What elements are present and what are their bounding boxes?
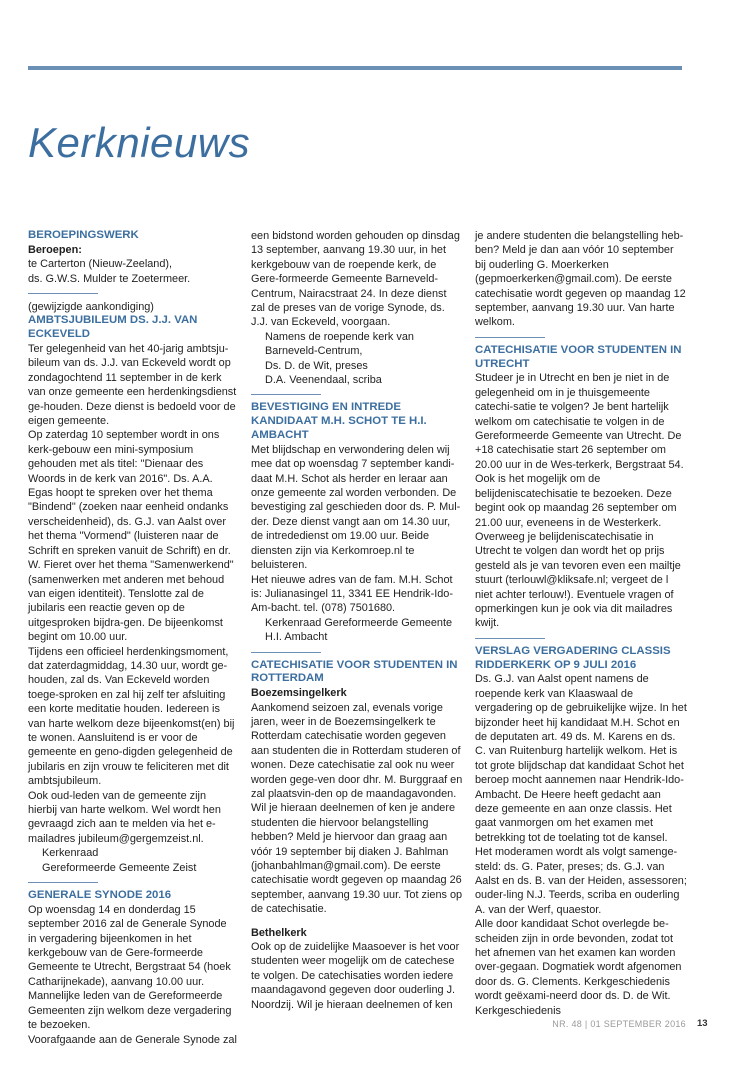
paragraph: Ook op de zuidelijke Maasoever is het voor studenten weer mogelijk om de catechese te volgen. De catechisaties worden iedere maandagavond gegeven door ouderling J. Noordzij. Wil je hieraan deelnemen of ken: [251, 941, 460, 1011]
divider: [28, 882, 98, 883]
column-1: [28, 229, 238, 1047]
paragraph: Ds. G.J. van Aalst opent namens de roepende kerk van Klaaswaal de vergadering op de gebruikelijke wijze. In het bijzonder heet hij kandidaat M.H. Schot en de deputaten art. 49 ds. M. Karens en ds. C. van Ruitenburg hartelijk welkom. Het is tot grote blijdschap dat kandidaat Schot het beroep mocht aannemen naar Hendrik-Ido-Ambacht. De Heere heeft gedacht aan deze gemeente en aan onze classis. Het gaat vanmorgen om het examen met betrekking tot de toelating tot de kansel.: [475, 673, 687, 844]
column-2: [251, 229, 463, 1012]
section-generale-synode: [28, 889, 238, 1047]
divider: [251, 394, 321, 395]
signature: Ds. D. de Wit, preses: [265, 359, 368, 372]
top-rule: [28, 66, 682, 70]
divider: [475, 337, 545, 338]
paragraph: Op woensdag 14 en donderdag 15 september 2016 zal de Generale Synode in vergadering bijeenkomen in het kerkgebouw van de Gere-formeerde Gemeente te Utrecht, Bergstraat 54 (hoek Catharijnekade), aanvang 10.00 uur. Mannelijke leden van de Gereformeerde Gemeenten zijn welkom deze vergadering te bezoeken.: [28, 903, 232, 1032]
section-ambtsjubileum: [28, 300, 238, 875]
column-3: [475, 229, 687, 1018]
paragraph: Tijdens een officieel herdenkingsmoment, dat zaterdagmiddag, 14.30 uur, wordt ge-houden, zal ds. Van Eckeveld worden toege-sproken en zal hij zelf ter afsluiting een korte meditatie houden. Iedereen is van harte welkom deze bijeenkomst(en) bij te wonen. Aansluitend is er voor de gemeente en geno-digden gelegenheid de jubilaris en zijn vrouw te feliciteren met dit ambtsjubileum.: [28, 645, 235, 788]
paragraph: Ook oud-leden van de gemeente zijn hierbij van harte welkom. Wel wordt hen gevraagd zich aan te melden via het e-mailadres jubileum@gergemzeist.nl.: [28, 789, 221, 845]
paragraph: Ter gelegenheid van het 40-jarig ambtsju-bileum van ds. J.J. van Eckeveld wordt op zondagochtend 11 september in de kerk van onze gemeente een herdenkingsdienst ge-houden. Deze dienst is bedoeld voor de eigen gemeente.: [28, 343, 237, 428]
paragraph: Het moderamen wordt als volgt samenge-steld: ds. G. Pater, preses; ds. G.J. van Aalst en ds. B. van der Heiden, assessoren; ouder-ling N.J. Teerds, scriba en ouderling A. van der Werf, quaestor.: [475, 846, 687, 916]
section-verslag-classis: [475, 645, 687, 1018]
signature: H.I. Ambacht: [265, 631, 328, 644]
section-heading: CATECHISATIE VOOR STUDENTEN IN UTRECHT: [475, 343, 682, 370]
subheading: Boezemsingelkerk: [251, 687, 347, 700]
section-heading: BEROEPINGSWERK: [28, 229, 139, 241]
divider: [251, 652, 321, 653]
section-bevestiging: [251, 401, 463, 644]
paragraph: je andere studenten die belangstelling heb-ben? Meld je dan aan vóór 10 september bij ouderling G. Moerkerken (gepmoerkerken@gmail.com). De eerste catechisatie wordt gegeven op maandag 12 september, aanvang 19.30 uur. Van harte welkom.: [475, 230, 686, 329]
section-catechisatie-utrecht: [475, 344, 687, 631]
section-heading: CATECHISATIE VOOR STUDENTEN IN ROTTERDAM: [251, 658, 458, 685]
subheading: Bethelkerk: [251, 926, 307, 939]
signature: Barneveld-Centrum,: [265, 345, 363, 358]
section-heading: GENERALE SYNODE 2016: [28, 889, 172, 902]
paragraph: Aankomend seizoen zal, evenals vorige jaren, weer in de Boezemsingelkerk te Rotterdam catechisatie worden gegeven aan studenten die in Rotterdam studeren of wonen. Deze catechisatie zal ook nu weer worden gege-ven door dhr. M. Burggraaf en zal plaatsvin-den op de maandagavonden. Wil je hieraan deelnemen of ken je andere studenten die hiervoor belangstelling hebben? Meld je hiervoor dan graag aan vóór 19 september bij diaken J. Bahlman (johanbahlman@gmail.com). De eerste catechisatie wordt gegeven op maandag 26 september, aanvang 19.30 uur. Tot ziens op de catechisatie.: [251, 701, 463, 916]
text-line: ds. G.W.S. Mulder te Zoetermeer.: [28, 272, 191, 285]
paragraph: Alle door kandidaat Schot overlegde be-scheiden zijn in orde bevonden, zodat tot het afnemen van het examen kan worden over-gegaan. Dogmatiek wordt afgenomen door ds. G. Clements. Kerkgeschiedenis wordt geëxami-neerd door ds. D. de Wit. Kerkgeschiedenis: [475, 918, 682, 1017]
text-line: te Carterton (Nieuw-Zeeland),: [28, 258, 173, 271]
paragraph: Op zaterdag 10 september wordt in ons kerk-gebouw een mini-symposium gehouden met als titel: "Dienaar des Woords in de kerk van 2016". Ds. A.A. Egas hoopt te spreken over het thema "Bindend" (zoeken naar eenheid ondanks verscheidenheid), ds. G.J. van Aalst over het thema "Vormend" (luisteren naar de Schrift en spreken vanuit de Schrift) en dr. W. Fieret over het thema "Samenwerkend" (samenwerken met anderen met behoud van eigen identiteit). Tenslotte zal de jubilaris een reactie geven op de uitgesproken bijdra-gen. De bijeenkomst begint om 10.00 uur.: [28, 429, 234, 644]
section-heading: AMBTSJUBILEUM DS. J.J. VAN ECKEVELD: [28, 314, 198, 341]
signature: D.A. Veenendaal, scriba: [265, 374, 382, 387]
divider: [28, 293, 98, 294]
page-number: 13: [697, 1018, 708, 1029]
section-synode-continued: [251, 229, 463, 387]
section-heading: BEVESTIGING EN INTREDE KANDIDAAT M.H. SCHOT TE H.I. AMBACHT: [251, 401, 427, 442]
page-title: Kerknieuws: [28, 119, 251, 166]
announcement-note: (gewijzigde aankondiging): [28, 301, 154, 314]
signature: Kerkenraad Gereformeerde Gemeente: [265, 616, 453, 629]
subheading: Beroepen:: [28, 243, 82, 256]
section-heading: VERSLAG VERGADERING CLASSIS RIDDERKERK OP 9 JULI 2016: [475, 644, 671, 671]
signature: Gereformeerde Gemeente Zeist: [42, 861, 197, 874]
paragraph: Het nieuwe adres van de fam. M.H. Schot is: Julianasingel 11, 3341 EE Hendrik-Ido-Am-bacht. tel. (078) 7501680.: [251, 573, 453, 615]
divider: [475, 638, 545, 639]
paragraph: Met blijdschap en verwondering delen wij mee dat op woensdag 7 september kandi-daat M.H. Schot als herder en leraar aan onze gemeente zal worden verbonden. De bevestiging zal geschieden door ds. P. Mul-der. Deze dienst vangt aan om 14.30 uur, de intrededienst om 19.00 uur. Beide diensten zijn via Kerkomroep.nl te beluisteren.: [251, 443, 461, 572]
paragraph: een bidstond worden gehouden op dinsdag 13 september, aanvang 19.30 uur, in het kerkgebouw van de roepende kerk, de Gere-formeerde Gemeente Barneveld-Centrum, Nairacstraat 24. In deze dienst zal de preses van de vorige Synode, ds. J.J. van Eckeveld, voorgaan.: [251, 230, 460, 329]
issue-info: NR. 48 | 01 SEPTEMBER 2016: [552, 1019, 686, 1029]
section-beroepingswerk: [28, 229, 238, 286]
signature: Namens de roepende kerk van: [265, 330, 414, 343]
paragraph: Voorafgaande aan de Generale Synode zal: [28, 1033, 237, 1046]
signature: Kerkenraad: [42, 847, 99, 860]
paragraph: Studeer je in Utrecht en ben je niet in de gelegenheid om in je thuisgemeente catechi-satie te volgen? Je bent hartelijk welkom om catechisatie te volgen in de Gereformeerde Gemeente van Utrecht. De +18 catechisatie start 26 september om 20.00 uur in de Wes-terkerk, Bergstraat 54. Ook is het mogelijk om de belijdeniscatechisatie te bezoeken. Deze begint ook op maandag 26 september om 21.00 uur, eveneens in de Westerkerk. Overweeg je belijdeniscatechisatie in Utrecht te volgen dan wordt het op prijs gesteld als je van tevoren even een mailtje stuurt (terlouwl@kliksafe.nl; vergeet de l niet achter terlouw!). Eventuele vragen of opmerkingen kun je ook via dit mailadres kwijt.: [475, 372, 684, 630]
section-catechisatie-rotterdam: [251, 659, 463, 1013]
